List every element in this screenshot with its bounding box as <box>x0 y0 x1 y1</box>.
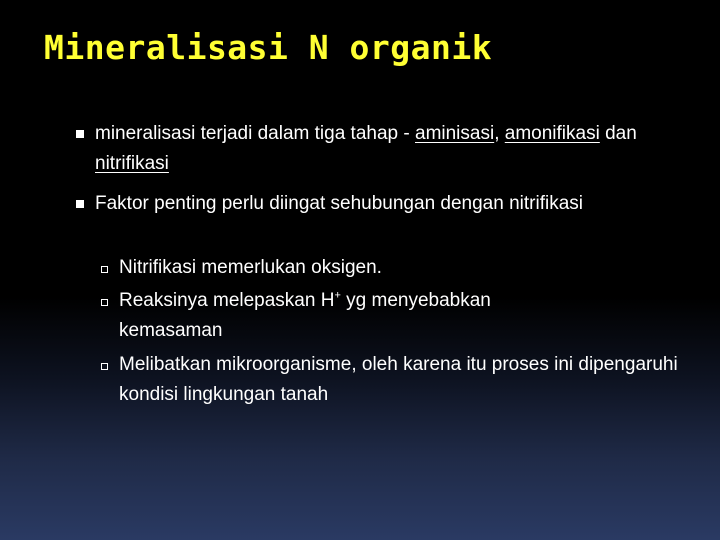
hollow-square-bullet-icon <box>101 299 108 306</box>
separator: dan <box>599 123 637 144</box>
bullet-faktor: Faktor penting perlu diingat sehubungan dengan nitrifikasi <box>95 193 583 214</box>
hollow-square-bullet-icon <box>101 266 108 273</box>
term-amonifikasi: amonifikasi <box>504 123 600 144</box>
bullet-text: mineralisasi terjadi dalam tiga tahap - <box>95 123 415 144</box>
hollow-square-bullet-icon <box>101 363 108 370</box>
subbullet-text: Reaksinya melepaskan H <box>119 290 335 311</box>
term-aminisasi: aminisasi <box>415 123 495 144</box>
subbullet-reaksi <box>119 286 589 346</box>
bullet-mineralisasi <box>95 119 655 179</box>
square-bullet-icon <box>76 130 84 138</box>
separator: , <box>494 123 505 144</box>
square-bullet-icon <box>76 200 84 208</box>
slide-title: Mineralisasi N organik <box>44 28 493 67</box>
subbullet-mikroorganisme: Melibatkan mikroorganisme, oleh karena itu proses ini dipengaruhi kondisi lingkungan tanah <box>119 354 678 405</box>
subbullet-oksigen: Nitrifikasi memerlukan oksigen. <box>119 257 382 278</box>
term-nitrifikasi: nitrifikasi <box>95 153 169 174</box>
subbullet-text: yg menyebabkan kemasaman <box>119 290 491 341</box>
superscript-plus: + <box>334 289 341 302</box>
